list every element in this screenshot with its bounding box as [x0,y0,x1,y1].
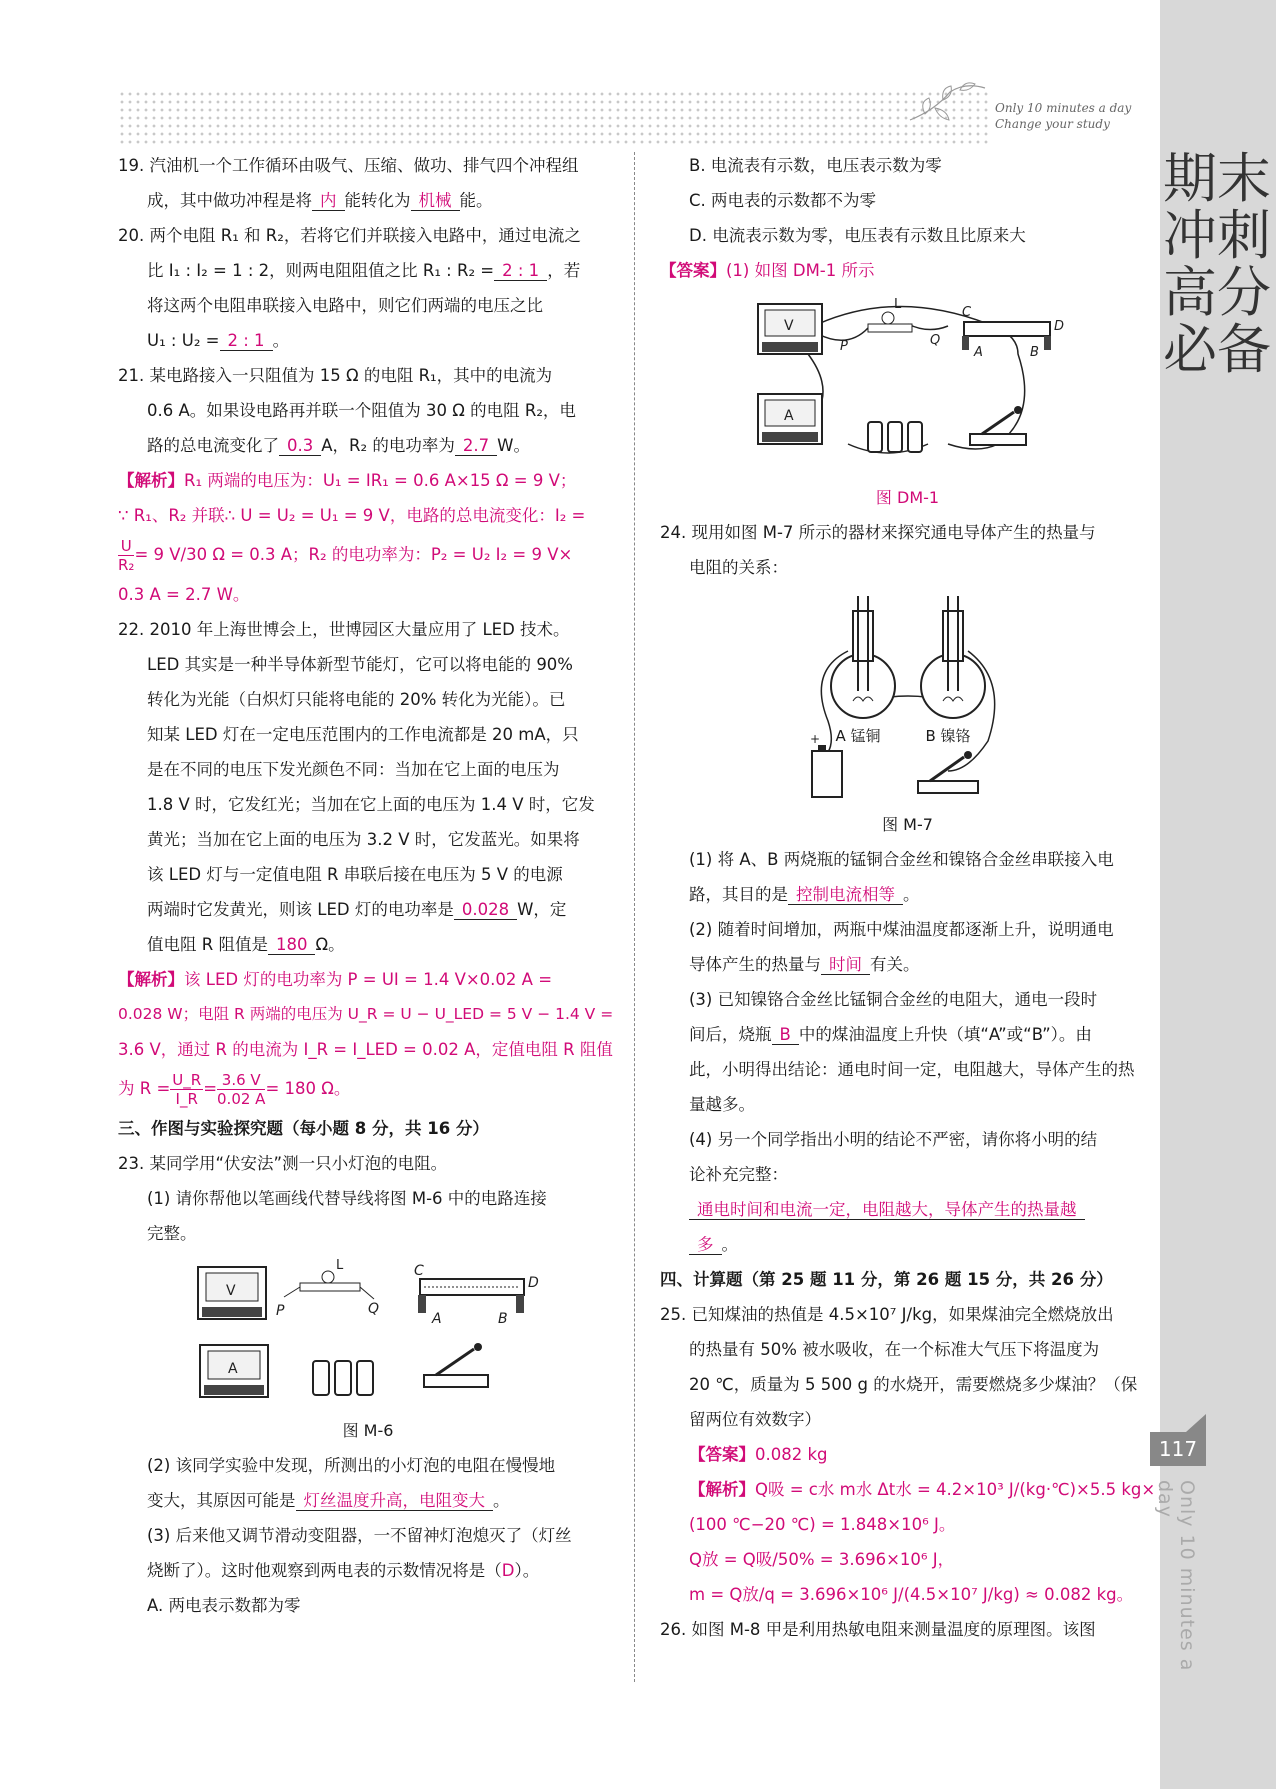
q22-line5: 是在不同的电压下发光颜色不同：当加在它上面的电压为 [147,760,560,779]
lamp-icon [840,297,940,354]
q23-answer-2: 灯丝温度升高，电阻变大 [296,1491,494,1511]
q21-analysis-2: ∵ R₁、R₂ 并联∴ U = U₂ = U₁ = 9 V，电路的总电流变化：I₂ = [118,506,586,525]
q25-solution-1: 【解析】Q吸 = c水 m水 Δt水 = 4.2×10³ J/(kg·℃)×5.5 kg× [689,1480,1156,1499]
q22-line2: LED 其实是一种半导体新型节能灯，它可以将电能的 90% [147,655,573,674]
svg-text:C: C [414,1263,424,1279]
figure-m6 [188,1257,548,1407]
q20-answer-1: 2 : 1 [494,261,547,281]
q24-part2-b: 导体产生的热量与 时间 有关。 [689,955,920,974]
figure-m7-drawing [808,591,1008,801]
svg-text:B: B [498,1311,508,1327]
q22-line8: 该 LED 灯与一定值电阻 R 串联后接在电压为 5 V 的电源 [147,865,563,884]
svg-text:Q: Q [929,333,940,348]
rheostat-icon [962,305,1064,360]
q21-answer-1: 0.3 [279,436,321,456]
q24-answer-4a: 通电时间和电流一定，电阻越大，导体产生的热量越 [689,1200,1085,1220]
right-column [660,148,1155,1647]
svg-text:V: V [783,318,794,334]
lamp-icon [276,1258,379,1319]
svg-text:A: A [228,1361,238,1377]
q24-line2: 电阻的关系： [689,558,788,577]
fraction: $\frac{U\_R}{I\_R}$ [172,1071,202,1108]
q25-solution-2: (100 ℃−20 ℃) = 1.848×10⁶ J。 [689,1515,956,1534]
q21-analysis-3: $\frac{U}{\text{R₂}}$ = 9 V/30 Ω = 0.3 A；R₂ 的电功率为：P₂ = U₂ I₂ = 9 V× [118,537,573,574]
flask-b-label: B 镍铬 [925,727,971,745]
q24-answer-4-line2: 多 。 [660,1227,1155,1262]
q19-answer-1: 内 [312,191,345,211]
q22-line10: 值电阻 R 阻值是 180 Ω。 [147,935,345,954]
q23-line1: 23. 某同学用“伏安法”测一只小灯泡的电阻。 [118,1154,448,1173]
q24-answer-3: B [772,1025,799,1045]
q23-option-b: B. 电流表有示数，电压表示数为零 [689,156,942,175]
q25-line2: 的热量有 50% 被水吸收，在一个标准大气压下将温度为 [689,1340,1100,1359]
svg-text:P: P [276,1303,285,1319]
svg-text:A: A [973,345,983,360]
q23-answer: 【答案】(1) 如图 DM-1 所示 [660,261,875,280]
q23-part1-b: 完整。 [147,1224,197,1243]
q24-answer-4-line1 [660,1192,1155,1227]
q19-line1: 19. 汽油机一个工作循环由吸气、压缩、做功、排气四个冲程组 [118,156,579,175]
q21-line3: 路的总电流变化了 0.3 A，R₂ 的电功率为 2.7 W。 [147,436,530,455]
q22-line1: 22. 2010 年上海世博会上，世博园区大量应用了 LED 技术。 [118,620,570,639]
vertical-slogan: Only 10 minutes a day [1154,1480,1198,1672]
q20-line4: U₁ : U₂ = 2 : 1 。 [147,331,290,350]
svg-text:A: A [432,1311,442,1327]
figure-m7-caption: 图 M-7 [882,815,933,834]
q22-line3: 转化为光能（白炽灯只能将电能的 20% 转化为光能）。已 [147,690,566,709]
q22-line7: 黄光；当加在它上面的电压为 3.2 V 时，它发蓝光。如果将 [147,830,580,849]
flask-a-icon [831,596,895,718]
q22-answer-2: 180 [268,935,316,955]
q22-line9: 两端时它发黄光，则该 LED 灯的电功率是 0.028 W，定 [147,900,567,919]
battery-icon [868,422,922,452]
fraction: $\frac{3.6 V}{0.02 A}$ [217,1071,266,1108]
section-3-heading: 三、作图与实验探究题（每小题 8 分，共 16 分） [118,1119,489,1138]
page-number-corner [1186,1414,1206,1432]
q24-answer-4b: 多 [689,1235,722,1255]
q21-answer-2: 2.7 [455,436,497,456]
ammeter-icon [200,1345,268,1397]
header-slogan [995,100,1131,132]
q22-analysis-3: 3.6 V，通过 R 的电流为 I_R = I_LED = 0.02 A，定值电阻 R 阻值 [118,1040,613,1059]
q25-line4: 留两位有效数字） [689,1410,821,1429]
answer-tag: 【答案】 [689,1445,755,1464]
q22-analysis-1: 【解析】该 LED 灯的电功率为 P = UI = 1.4 V×0.02 A = [118,970,553,989]
svg-text:Q: Q [368,1301,380,1317]
q20-answer-2: 2 : 1 [220,331,273,351]
switch-icon [918,751,978,793]
q23-answer-3: D [501,1561,515,1580]
q22-analysis-2: 0.028 W；电阻 R 两端的电压为 U_R = U − U_LED = 5 V − 1.4 V = [118,1005,614,1023]
voltmeter-icon [198,1267,266,1319]
q23-option-a: A. 两电表示数都为零 [147,1596,301,1615]
q21-analysis-1: 【解析】R₁ 两端的电压为：U₁ = IR₁ = 0.6 A×15 Ω = 9 V； [118,471,577,490]
q25-solution-3: Q放 = Q吸/50% = 3.696×10⁶ J， [689,1550,955,1569]
q23-part1-a: (1) 请你帮他以笔画线代替导线将图 M-6 中的电路连接 [147,1189,547,1208]
q19-line2: 成，其中做功冲程是将 内 能转化为 机械 能。 [147,191,493,210]
q24-answer-2: 时间 [821,955,870,975]
slogan-line-1: Only 10 minutes a day [995,101,1132,115]
q24-part2-a: (2) 随着时间增加，两瓶中煤油温度都逐渐上升，说明通电 [689,920,1114,939]
q24-part4-b: 论补充完整： [689,1165,788,1184]
slogan-line-2: Change your study [995,117,1110,131]
switch-icon [970,406,1026,445]
q24-answer-1: 控制电流相等 [788,885,903,905]
q24-part1-a: (1) 将 A、B 两烧瓶的锰铜合金丝和镍铬合金丝串联接入电 [689,850,1114,869]
switch-icon [424,1343,488,1387]
q23-part3-b: 烧断了）。这时他观察到两电表的示数情况将是（D）。 [147,1561,540,1580]
figure-dm1 [748,294,1068,474]
q19-answer-2: 机械 [411,191,460,211]
column-divider [634,152,635,1682]
q22-line4: 知某 LED 灯在一定电压范围内的工作电流都是 20 mA，只 [147,725,579,744]
q24-part3-b: 间后，烧瓶 B 中的煤油温度上升快（填“A”或“B”）。由 [689,1025,1092,1044]
q25-answer: 【答案】0.082 kg [689,1445,828,1464]
q23-part2-a: (2) 该同学实验中发现，所测出的小灯泡的电阻在慢慢地 [147,1456,556,1475]
q21-line1: 21. 某电路接入一只阻值为 15 Ω 的电阻 R₁，其中的电流为 [118,366,553,385]
analysis-tag: 【解析】 [118,970,184,989]
q22-line6: 1.8 V 时，它发红光；当加在它上面的电压为 1.4 V 时，它发 [147,795,595,814]
fraction: $\frac{U}{\text{R₂}}$ [118,537,135,574]
q21-analysis-4: 0.3 A = 2.7 W。 [118,585,250,604]
q25-line3: 20 ℃，质量为 5 500 g 的水烧开，需要燃烧多少煤油？（保 [689,1375,1138,1394]
svg-text:L: L [336,1258,344,1273]
voltmeter-icon [758,304,822,354]
q22-answer-1: 0.028 [454,900,517,920]
header-dot-band [118,90,988,146]
q24-line1: 24. 现用如图 M-7 所示的器材来探究通电导体产生的热量与 [660,523,1096,542]
q26-line1: 26. 如图 M-8 甲是利用热敏电阻来测量温度的原理图。该图 [660,1620,1096,1639]
q23-part2-b: 变大，其原因可能是 灯丝温度升高，电阻变大 。 [147,1491,510,1510]
analysis-tag: 【解析】 [118,471,184,490]
battery-icon [313,1361,373,1395]
q21-line2: 0.6 A。如果设电路再并联一个阻值为 30 Ω 的电阻 R₂，电 [147,401,576,420]
figure-dm1-caption: 图 DM-1 [875,488,940,507]
side-title: 期末冲刺高分必备 [1163,147,1271,381]
q20-line3: 将这两个电阻串联接入电路中，则它们两端的电压之比 [147,296,543,315]
figure-m6-caption: 图 M-6 [342,1421,394,1440]
flask-a-label: A 锰铜 [835,727,881,745]
q24-part4-a: (4) 另一个同学指出小明的结论不严密，请你将小明的结 [689,1130,1098,1149]
answer-tag: 【答案】 [660,261,726,280]
ammeter-icon [758,394,822,444]
rheostat-icon [414,1263,539,1327]
analysis-tag: 【解析】 [689,1480,755,1499]
svg-text:L: L [893,297,901,312]
svg-text:C: C [961,305,971,320]
svg-text:B: B [1029,345,1039,360]
q20-line2: 比 I₁ : I₂ = 1 : 2，则两电阻阻值之比 R₁ : R₂ = 2 : 1 ，若 [147,261,581,280]
q23-option-c: C. 两电表的示数都不为零 [689,191,877,210]
figure-m7 [808,591,1008,801]
leaf-ornament-icon [905,80,990,130]
q25-solution-4: m = Q放/q = 3.696×10⁶ J/(4.5×10⁷ J/kg) ≈ 0.082 kg。 [689,1585,1134,1604]
q22-analysis-4: 为 R = $\frac{U\_R}{I\_R}$ = $\frac{3.6 V}{0.02 A}$ = 180 Ω。 [118,1071,351,1108]
svg-text:D: D [528,1275,539,1291]
q23-part3-a: (3) 后来他又调节滑动变阻器，一不留神灯泡熄灭了（灯丝 [147,1526,572,1545]
q24-part3-c: 此，小明得出结论：通电时间一定，电阻越大，导体产生的热 [689,1060,1135,1079]
svg-text:P: P [839,339,848,354]
page-number: 117 [1150,1432,1206,1466]
q23-option-d: D. 电流表示数为零，电压表有示数且比原来大 [689,226,1026,245]
q25-line1: 25. 已知煤油的热值是 4.5×10⁷ J/kg，如果煤油完全燃烧放出 [660,1305,1114,1324]
left-column [118,148,618,1623]
section-4-heading: 四、计算题（第 25 题 11 分，第 26 题 15 分，共 26 分） [660,1270,1113,1289]
q24-part3-d: 量越多。 [689,1095,755,1114]
q24-part1-b: 路，其目的是 控制电流相等 。 [689,885,920,904]
q24-part3-a: (3) 已知镍铬合金丝比锰铜合金丝的电阻大，通电一段时 [689,990,1098,1009]
svg-text:V: V [226,1283,236,1299]
svg-text:+: + [809,732,820,746]
q20-line1: 20. 两个电阻 R₁ 和 R₂，若将它们并联接入电路中，通过电流之 [118,226,581,245]
svg-text:A: A [783,408,794,424]
svg-text:D: D [1053,319,1064,334]
